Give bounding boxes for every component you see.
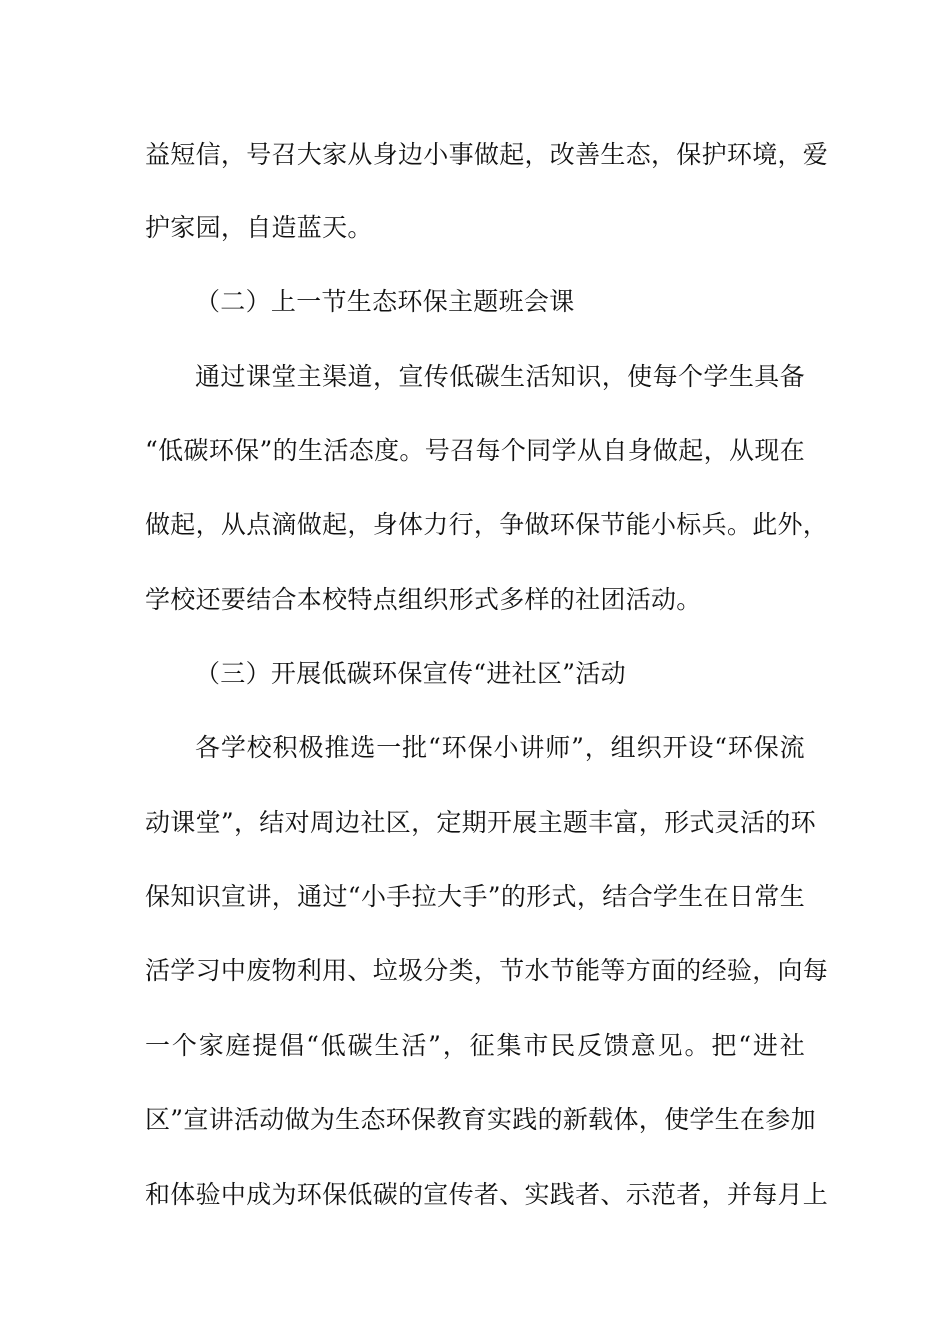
section-heading-2: （二）上一节生态环保主题班会课: [195, 287, 575, 316]
paragraph-line-12: 活学习中废物利用、垃圾分类，节水节能等方面的经验，向每: [145, 956, 829, 985]
paragraph-line-5: “低碳环保”的生活态度。号召每个同学从自身做起，从现在: [145, 436, 805, 465]
section-heading-3: （三）开展低碳环保宣传“进社区”活动: [195, 659, 626, 688]
paragraph-line-11: 保知识宣讲，通过“小手拉大手”的形式，结合学生在日常生: [145, 882, 805, 911]
paragraph-line-1: 益短信，号召大家从身边小事做起，改善生态，保护环境，爱: [145, 140, 829, 169]
paragraph-line-6: 做起，从点滴做起，身体力行，争做环保节能小标兵。此外，: [145, 510, 829, 539]
paragraph-line-15: 和体验中成为环保低碳的宣传者、实践者、示范者，并每月上: [145, 1180, 829, 1209]
paragraph-line-13: 一个家庭提倡“低碳生活”，征集市民反馈意见。把“进社: [145, 1031, 805, 1060]
paragraph-line-4: 通过课堂主渠道，宣传低碳生活知识，使每个学生具备: [195, 362, 805, 391]
paragraph-line-2: 护家园，自造蓝天。: [145, 213, 373, 242]
paragraph-line-14: 区”宣讲活动做为生态环保教育实践的新载体，使学生在参加: [145, 1105, 816, 1134]
paragraph-line-10: 动课堂”，结对周边社区，定期开展主题丰富，形式灵活的环: [145, 808, 816, 837]
paragraph-line-7: 学校还要结合本校特点组织形式多样的社团活动。: [145, 585, 702, 614]
paragraph-line-9: 各学校积极推选一批“环保小讲师”，组织开设“环保流: [195, 733, 805, 762]
